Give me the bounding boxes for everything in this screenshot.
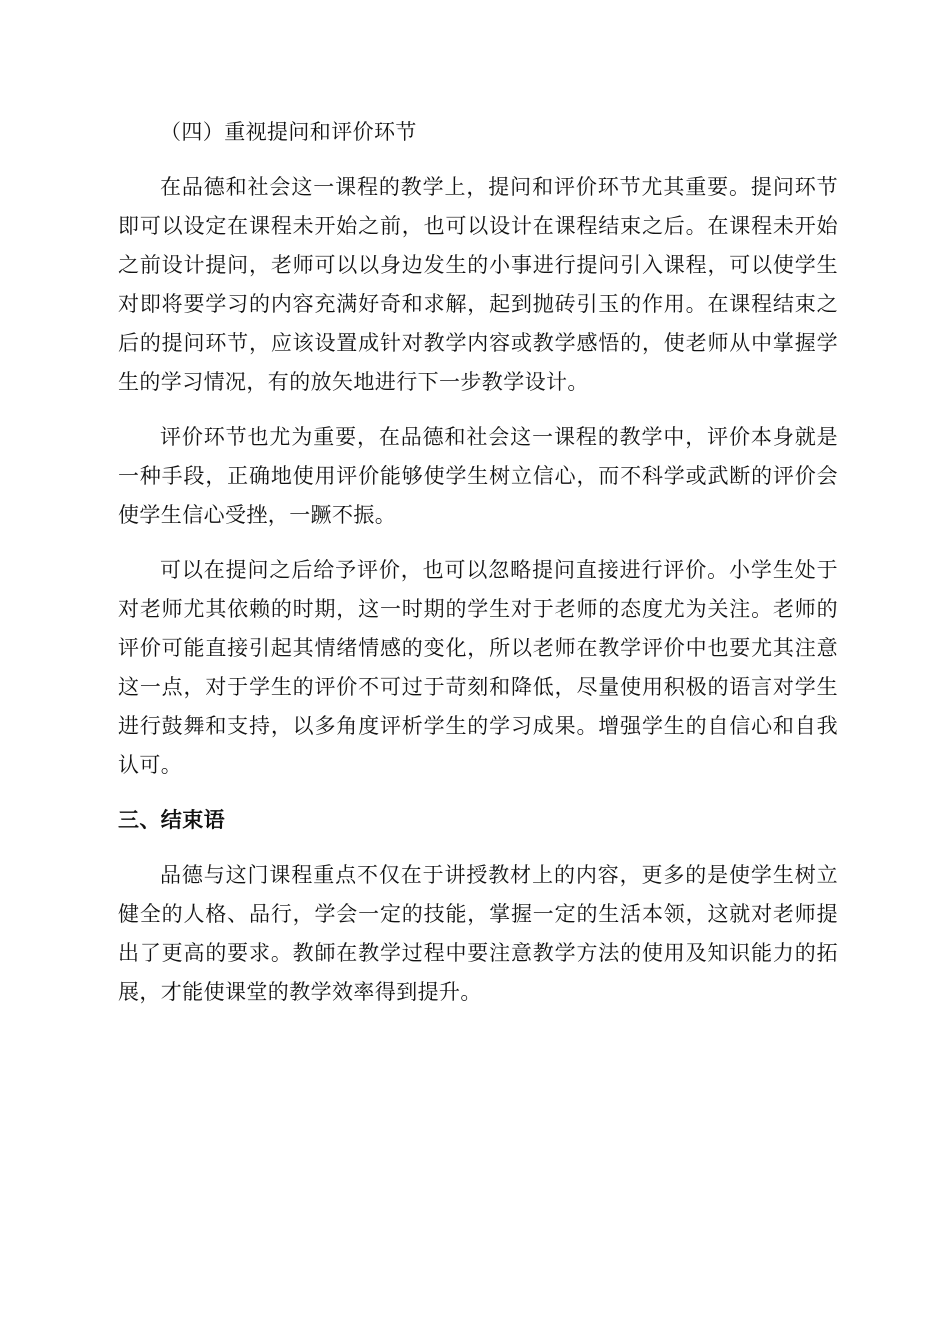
paragraph-evaluation-after-question: 可以在提问之后给予评价，也可以忽略提问直接进行评价。小学生处于对老师尤其依赖的时期，这一时期的学生对于老师的态度尤为关注。老师的评价可能直接引起其情绪情感的变化，所以老师在教学评价中也要尤其注意这一点，对于学生的评价不可过于苛刻和降低，尽量使用积极的语言对学生进行鼓舞和支持，以多角度评析学生的学习成果。增强学生的自信心和自我认可。 — [118, 558, 838, 777]
paragraph-conclusion: 品德与这门课程重点不仅在于讲授教材上的内容，更多的是使学生树立健全的人格、品行，学会一定的技能，掌握一定的生活本领，这就对老师提出了更高的要求。教師在教学过程中要注意教学方法的使用及知识能力的拓展，才能使课堂的教学效率得到提升。 — [118, 863, 838, 1004]
document-body — [118, 113, 838, 1028]
paragraph-evaluation: 评价环节也尤为重要，在品德和社会这一课程的教学中，评价本身就是一种手段，正确地使用评价能够使学生树立信心，而不科学或武断的评价会使学生信心受挫，一蹶不振。 — [118, 425, 838, 527]
section-three-title: 三、结束语 — [118, 808, 225, 832]
section-four-title: （四）重视提问和评价环节 — [160, 120, 417, 144]
paragraph-questioning: 在品德和社会这一课程的教学上，提问和评价环节尤其重要。提问环节即可以设定在课程未开始之前，也可以设计在课程结束之后。在课程未开始之前设计提问，老师可以以身边发生的小事进行提问引入课程，可以使学生对即将要学习的内容充满好奇和求解，起到抛砖引玉的作用。在课程结束之后的提问环节，应该设置成针对教学内容或教学感悟的，使老师从中掌握学生的学习情况，有的放矢地进行下一步教学设计。 — [118, 175, 838, 394]
